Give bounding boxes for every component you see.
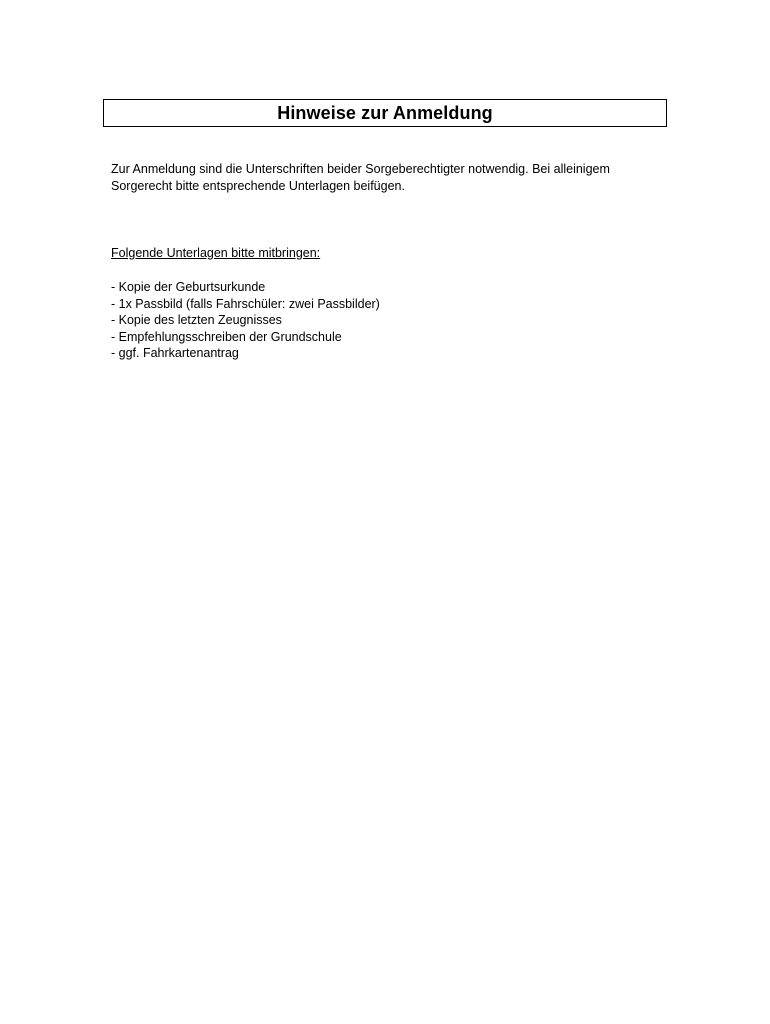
- list-item: - Kopie des letzten Zeugnisses: [111, 313, 282, 328]
- page-title: Hinweise zur Anmeldung: [277, 102, 493, 123]
- list-item: - Kopie der Geburtsurkunde: [111, 280, 266, 294]
- list-item: - ggf. Fahrkartenantrag: [111, 346, 239, 361]
- list-item: - 1x Passbild (falls Fahrschüler: zwei Passbilder): [111, 296, 380, 311]
- documents-list-heading: Folgende Unterlagen bitte mitbringen:: [111, 246, 321, 260]
- documents-list: [111, 279, 380, 362]
- intro-paragraph: [111, 161, 671, 195]
- intro-line: Sorgerecht bitte entsprechende Unterlagen beifügen.: [111, 179, 405, 193]
- title-box: [103, 99, 667, 127]
- intro-line: Zur Anmeldung sind die Unterschriften beider Sorgeberechtigter notwendig. Bei alleinigem: [111, 162, 610, 176]
- list-item: - Empfehlungsschreiben der Grundschule: [111, 329, 342, 344]
